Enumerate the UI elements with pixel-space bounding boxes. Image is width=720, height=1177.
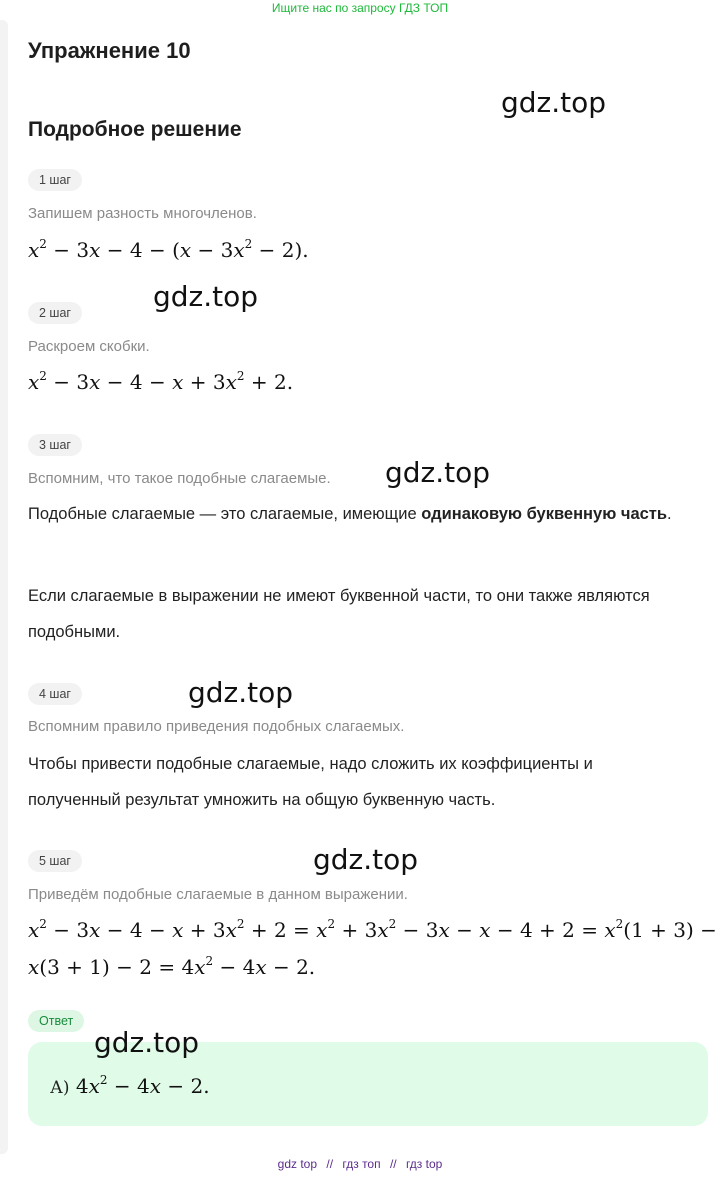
watermark: gdz.top [313,843,419,876]
step-5-formula-line-2: $x(3 + 1) - 2 = 4x^2 - 4x - 2$. [28,954,316,979]
step-2-hint: Раскроем скобки. [28,338,150,355]
step-4-rule: Чтобы привести подобные слагаемые, надо сложить их коэффициенты и полученный результат умножить на общую буквенную часть. [28,755,593,809]
footer-separator: // [326,1157,334,1171]
watermark: gdz.top [385,456,491,489]
step-3-hint: Вспомним, что такое подобные слагаемые. [28,470,331,487]
step-3-note: Если слагаемые в выражении не имеют буквенной части, то они также являются подобными. [28,587,650,641]
step-2-badge: 2 шаг [28,302,82,324]
step-2-formula: $x^2 - 3x - 4 - x + 3x^2 + 2$. [28,369,294,394]
left-rail [0,20,8,1154]
section-title: Подробное решение [28,118,242,141]
footer-link-2[interactable]: гдз топ [342,1157,381,1171]
answer-formula: А) $4x^2 - 4x - 2$. [50,1073,210,1098]
exercise-title: Упражнение 10 [28,38,191,63]
answer-letter: А) [50,1078,70,1098]
step-4-badge: 4 шаг [28,683,82,705]
top-banner: Ищите нас по запросу ГДЗ ТОП [271,1,449,15]
step-3-badge: 3 шаг [28,434,82,456]
step-5-badge: 5 шаг [28,850,82,872]
footer-link-1[interactable]: gdz top [277,1157,318,1171]
watermark: gdz.top [188,676,294,709]
answer-badge: Ответ [28,1010,84,1032]
footer-link-3[interactable]: гдз top [405,1157,443,1171]
step-3-definition: Подобные слагаемые — это слагаемые, имеющие одинаковую буквенную часть. [28,505,672,523]
footer [0,1157,720,1171]
step-1-badge: 1 шаг [28,169,82,191]
step-1-hint: Запишем разность многочленов. [28,205,257,222]
watermark: gdz.top [501,86,607,119]
step-4-hint: Вспомним правило приведения подобных слагаемых. [28,718,405,735]
footer-separator: // [389,1157,397,1171]
watermark: gdz.top [94,1026,200,1059]
solution-card [12,20,717,1154]
step-5-hint: Приведём подобные слагаемые в данном выражении. [28,886,408,903]
step-1-formula: $x^2 - 3x - 4 - (x - 3x^2 - 2)$. [28,237,309,262]
step-5-formula-line-1: $x^2 - 3x - 4 - x + 3x^2 + 2 = x^2 + 3x^2 - 3x - x - 4 + 2 = x^2(1 + 3)$ − [28,917,717,942]
watermark: gdz.top [153,280,259,313]
